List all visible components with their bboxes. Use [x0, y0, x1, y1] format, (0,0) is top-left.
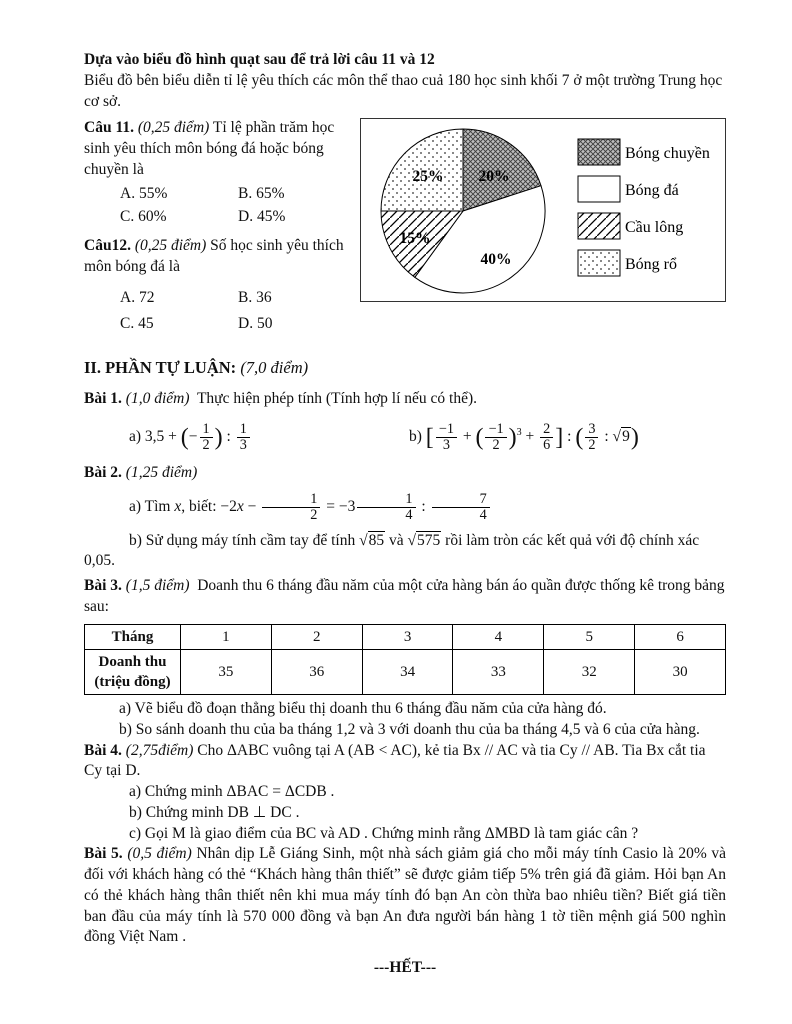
q12-question: Số học sinh yêu thích môn bóng đá là: [84, 237, 344, 275]
bai1-desc: Thực hiện phép tính (Tính hợp lí nếu có thể).: [196, 390, 477, 408]
bai3-points: (1,5 điểm): [125, 577, 190, 595]
bai4-label: Bài 4.: [84, 741, 122, 759]
legend-label-bong-da: Bóng đá: [625, 182, 679, 200]
bai3-desc: Doanh thu 6 tháng đầu năm của một cửa hàng bán áo quần được thống kê trong bảng sau:: [84, 577, 725, 615]
revenue-cell: 36: [271, 649, 362, 694]
bai4-heading: [84, 741, 726, 783]
q12-label: Câu12.: [84, 237, 131, 255]
pie-legend: [578, 139, 710, 276]
pie-label-40: 40%: [480, 251, 512, 269]
pie-label-20: 20%: [478, 168, 510, 186]
q12-option-d: D. 50: [238, 315, 273, 333]
questions-and-chart-row: [84, 114, 726, 341]
q12-points: (0,25 điểm): [134, 237, 207, 255]
bai3-heading: [84, 576, 726, 618]
bai3-part-a: a) Vẽ biểu đồ đoạn thẳng biểu thị doanh thu 6 tháng đầu năm của cửa hàng đó.: [119, 700, 607, 718]
revenue-table-value-row: [85, 649, 726, 694]
q12-option-a: A. 72: [120, 288, 155, 306]
bai2-heading: [84, 463, 726, 484]
q11-option-d: D. 45%: [238, 208, 286, 226]
legend-swatch-cau-long: [578, 213, 620, 239]
bai5-label: Bài 5.: [84, 845, 123, 863]
bai4-points: (2,75điểm): [125, 741, 194, 759]
bai1-points: (1,0 điểm): [125, 390, 190, 408]
q12-options: [84, 288, 360, 336]
bai2-label: Bài 2.: [84, 464, 122, 481]
bai1-heading: [84, 389, 726, 410]
legend-label-bong-chuyen: Bóng chuyền: [625, 145, 710, 163]
q11-paragraph: [84, 118, 360, 180]
bai2-part-b: b) Sử dụng máy tính cầm tay để tính √85 và √575 rồi làm tròn các kết quả với độ chính xác 0,05.: [84, 531, 700, 570]
revenue-cell: 35: [181, 649, 272, 694]
revenue-table: [84, 624, 726, 695]
bai4-part-b: b) Chứng minh DB ⊥ DC .: [129, 803, 300, 821]
bai4-text: Cho ΔABC vuông tại A (AB < AC), kẻ tia Bx // AC và tia Cy // AB. Tia Bx cắt tia Cy tại D.: [84, 741, 706, 780]
value-row-header: Doanh thu (triệu đồng): [85, 649, 181, 694]
revenue-cell: 33: [453, 649, 544, 694]
month-row-header: Tháng: [85, 624, 181, 649]
q11-option-a: A. 55%: [120, 184, 168, 202]
month-cell: 3: [362, 624, 453, 649]
end-marker: ---HẾT---: [373, 959, 437, 977]
legend-swatch-bong-chuyen: [578, 139, 620, 165]
q11-option-c: C. 60%: [120, 208, 167, 226]
pie-label-15: 15%: [399, 230, 431, 248]
section-2-points: (7,0 điểm): [240, 358, 309, 378]
month-cell: 4: [453, 624, 544, 649]
pie-chart-box: [360, 118, 726, 302]
q12-option-b: B. 36: [238, 288, 272, 306]
bai4-part-c: c) Gọi M là giao điểm của BC và AD . Chứng minh rằng ΔMBD là tam giác cân ?: [129, 824, 639, 842]
bai3-part-b: b) So sánh doanh thu của ba tháng 1,2 và 3 với doanh thu của ba tháng 4,5 và 6 của cửa hàng.: [119, 720, 700, 738]
pie-label-25: 25%: [412, 168, 444, 186]
month-cell: 5: [544, 624, 635, 649]
legend-swatch-bong-ro: [578, 250, 620, 276]
q11-options: [84, 184, 360, 229]
bai2-part-a: a) Tìm x, biết: −2x − $\frac{1}{2}$ = −3 $\frac{1}{4}$ : $\frac{7}{4}$: [84, 492, 726, 523]
revenue-cell: 30: [635, 649, 726, 694]
section-2-title: II. PHẦN TỰ LUẬN:: [84, 358, 237, 378]
bai4-part-a: a) Chứng minh ΔBAC = ΔCDB .: [129, 783, 335, 801]
q11-question: Tỉ lệ phần trăm học sinh yêu thích môn bóng đá hoặc bóng chuyền là: [84, 119, 335, 178]
month-cell: 6: [635, 624, 726, 649]
legend-label-cau-long: Cầu lông: [625, 219, 684, 237]
bai1-label: Bài 1.: [84, 390, 122, 408]
section-2-heading: [84, 357, 726, 379]
q11-points: (0,25 điểm): [137, 119, 210, 137]
pie-instruction: Dựa vào biểu đồ hình quạt sau để trả lời câu 11 và 12: [84, 51, 435, 68]
q11-option-b: B. 65%: [238, 184, 285, 202]
revenue-cell: 32: [544, 649, 635, 694]
q12-paragraph: [84, 236, 360, 278]
pie-chart-svg: [361, 119, 725, 301]
pie-description: Biểu đồ bên biểu diễn tỉ lệ yêu thích các môn thể thao cuả 180 học sinh khối 7 ở một trường Trung học cơ sở.: [84, 71, 723, 110]
questions-column: [84, 114, 360, 341]
month-cell: 2: [271, 624, 362, 649]
pie-slices: [381, 129, 545, 293]
bai5-paragraph: [84, 844, 726, 948]
bai2-points: (1,25 điểm): [125, 464, 198, 481]
revenue-table-month-row: [85, 624, 726, 649]
month-cell: 1: [181, 624, 272, 649]
bai5-text: Nhân dịp Lễ Giáng Sinh, một nhà sách giảm giá cho mỗi máy tính Casio là 20% và đối với khách hàng có thẻ “Khách hàng thân thiết” sẽ được giảm tiếp 5% trên giá đã giảm. Hỏi bạn An có thẻ khách hàng thân thiết nên khi mua máy tính đó bạn An còn thừa bao nhiêu tiền? Biết giá tiền ban đầu của máy tính là 570 000 đồng và bạn An đưa người bán hàng 1 tờ tiền mệnh giá 500 nghìn đồng Việt Nam .: [84, 845, 726, 946]
bai1-formula-a: a) 3,5 + (− $\frac{1}{2}$ ) : $\frac{1}{3}$: [129, 422, 391, 453]
bai3-label: Bài 3.: [84, 577, 122, 595]
bai5-points: (0,5 điểm): [127, 845, 192, 863]
q11-label: Câu 11.: [84, 119, 134, 137]
revenue-cell: 34: [362, 649, 453, 694]
q12-option-c: C. 45: [120, 315, 154, 333]
bai1-formula-b: b) [ $\frac{-1}{3}$ + ( $\frac{-1}{2}$ )$^3$ + $\frac{2}{6}$ ] : ( $\frac{3}{2}$ : √9): [409, 421, 639, 454]
bai1-formulas: [84, 422, 726, 453]
legend-swatch-bong-da: [578, 176, 620, 202]
legend-label-bong-ro: Bóng rổ: [625, 256, 677, 274]
